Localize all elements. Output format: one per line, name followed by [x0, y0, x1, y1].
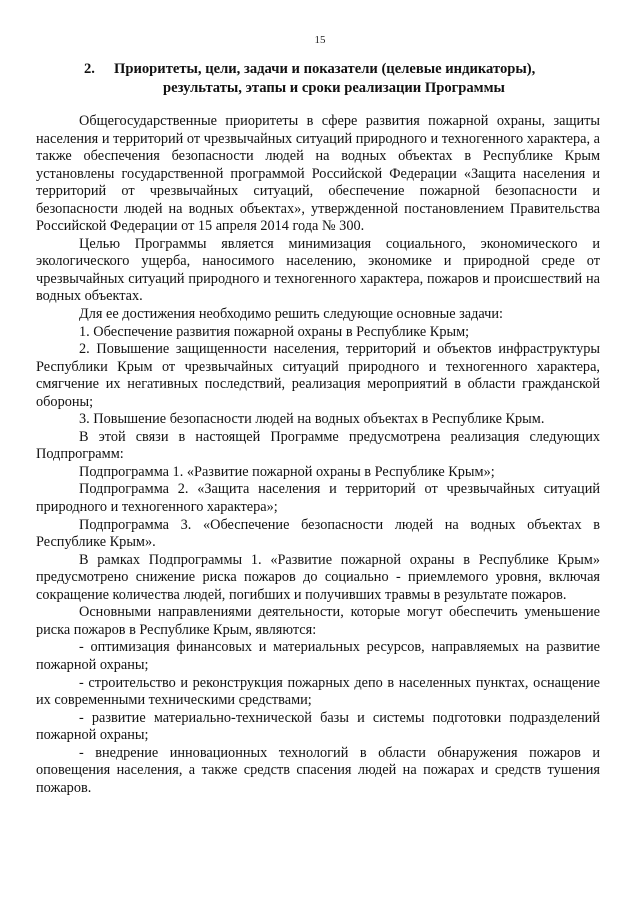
paragraph-goal: Целью Программы является минимизация социального, экономического и экологического ущерба, наносимого населению, экономике и природной среде от чрезвычайных ситуаций природного и техногенного характера, пожаров и происшествий на водных объектах.: [36, 235, 600, 305]
paragraph-subprogram-1: Подпрограмма 1. «Развитие пожарной охраны в Республике Крым»;: [79, 463, 495, 480]
paragraph-tasks-intro: Для ее достижения необходимо решить следующие основные задачи:: [79, 306, 503, 323]
section-number: 2.: [84, 61, 95, 77]
list-item-material-base: - развитие материально-технической базы и системы подготовки подразделений пожарной охраны;: [36, 709, 600, 744]
list-item-construction: - строительство и реконструкция пожарных депо в населенных пунктах, оснащение их современными техническими средствами;: [36, 674, 600, 709]
heading-line-2: результаты, этапы и сроки реализации Программы: [163, 80, 505, 96]
heading-title-1: Приоритеты, цели, задачи и показатели (целевые индикаторы),: [114, 61, 536, 77]
paragraph-task-1: 1. Обеспечение развития пожарной охраны в Республике Крым;: [79, 323, 470, 340]
heading-line-1: [84, 60, 584, 79]
paragraph-task-3: 3. Повышение безопасности людей на водных объектах в Республике Крым.: [79, 411, 545, 428]
paragraph-subprograms-intro: В этой связи в настоящей Программе предусмотрена реализация следующих Подпрограмм:: [36, 428, 600, 463]
page-number: 15: [314, 34, 326, 46]
paragraph-priorities: Общегосударственные приоритеты в сфере развития пожарной охраны, защиты населения и территорий от чрезвычайных ситуаций природного и техногенного характера, а также обеспечения безопасности людей на водных объектах в Республике Крым установлены государственной программой Российской Федерации «Защита населения и территорий от чрезвычайных ситуаций, обеспечение пожарной безопасности и безопасности людей на водных объектах», утвержденной постановлением Правительства Российской Федерации от 15 апреля 2014 года № 300.: [36, 113, 600, 235]
body-text: [36, 113, 600, 797]
section-heading: [84, 60, 584, 98]
list-item-optimization: - оптимизация финансовых и материальных ресурсов, направляемых на развитие пожарной охраны;: [36, 639, 600, 673]
paragraph-directions-intro: Основными направлениями деятельности, которые могут обеспечить уменьшение риска пожаров в Республике Крым, являются:: [36, 604, 600, 638]
list-item-innovation: - внедрение инновационных технологий в области обнаружения пожаров и оповещения населения, а также средств спасения людей на пожарах и средств тушения пожаров.: [36, 744, 600, 796]
paragraph-task-2: 2. Повышение защищенности населения, территорий и объектов инфраструктуры Республики Крым от чрезвычайных ситуаций природного и техногенного характера, смягчение их негативных последствий, реализация мероприятий в области гражданской обороны;: [36, 341, 600, 410]
paragraph-subprogram-3: Подпрограмма 3. «Обеспечение безопасности людей на водных объектах в Республике Крым».: [36, 516, 600, 551]
paragraph-subprogram-2: Подпрограмма 2. «Защита населения и территорий от чрезвычайных ситуаций природного и техногенного характера»;: [36, 481, 600, 516]
paragraph-subprogram-1-scope: В рамках Подпрограммы 1. «Развитие пожарной охраны в Республике Крым» предусмотрено снижение риска пожаров до социально - приемлемого уровня, включая сокращение количества людей, погибших и получивших травмы в результате пожаров.: [36, 551, 600, 603]
